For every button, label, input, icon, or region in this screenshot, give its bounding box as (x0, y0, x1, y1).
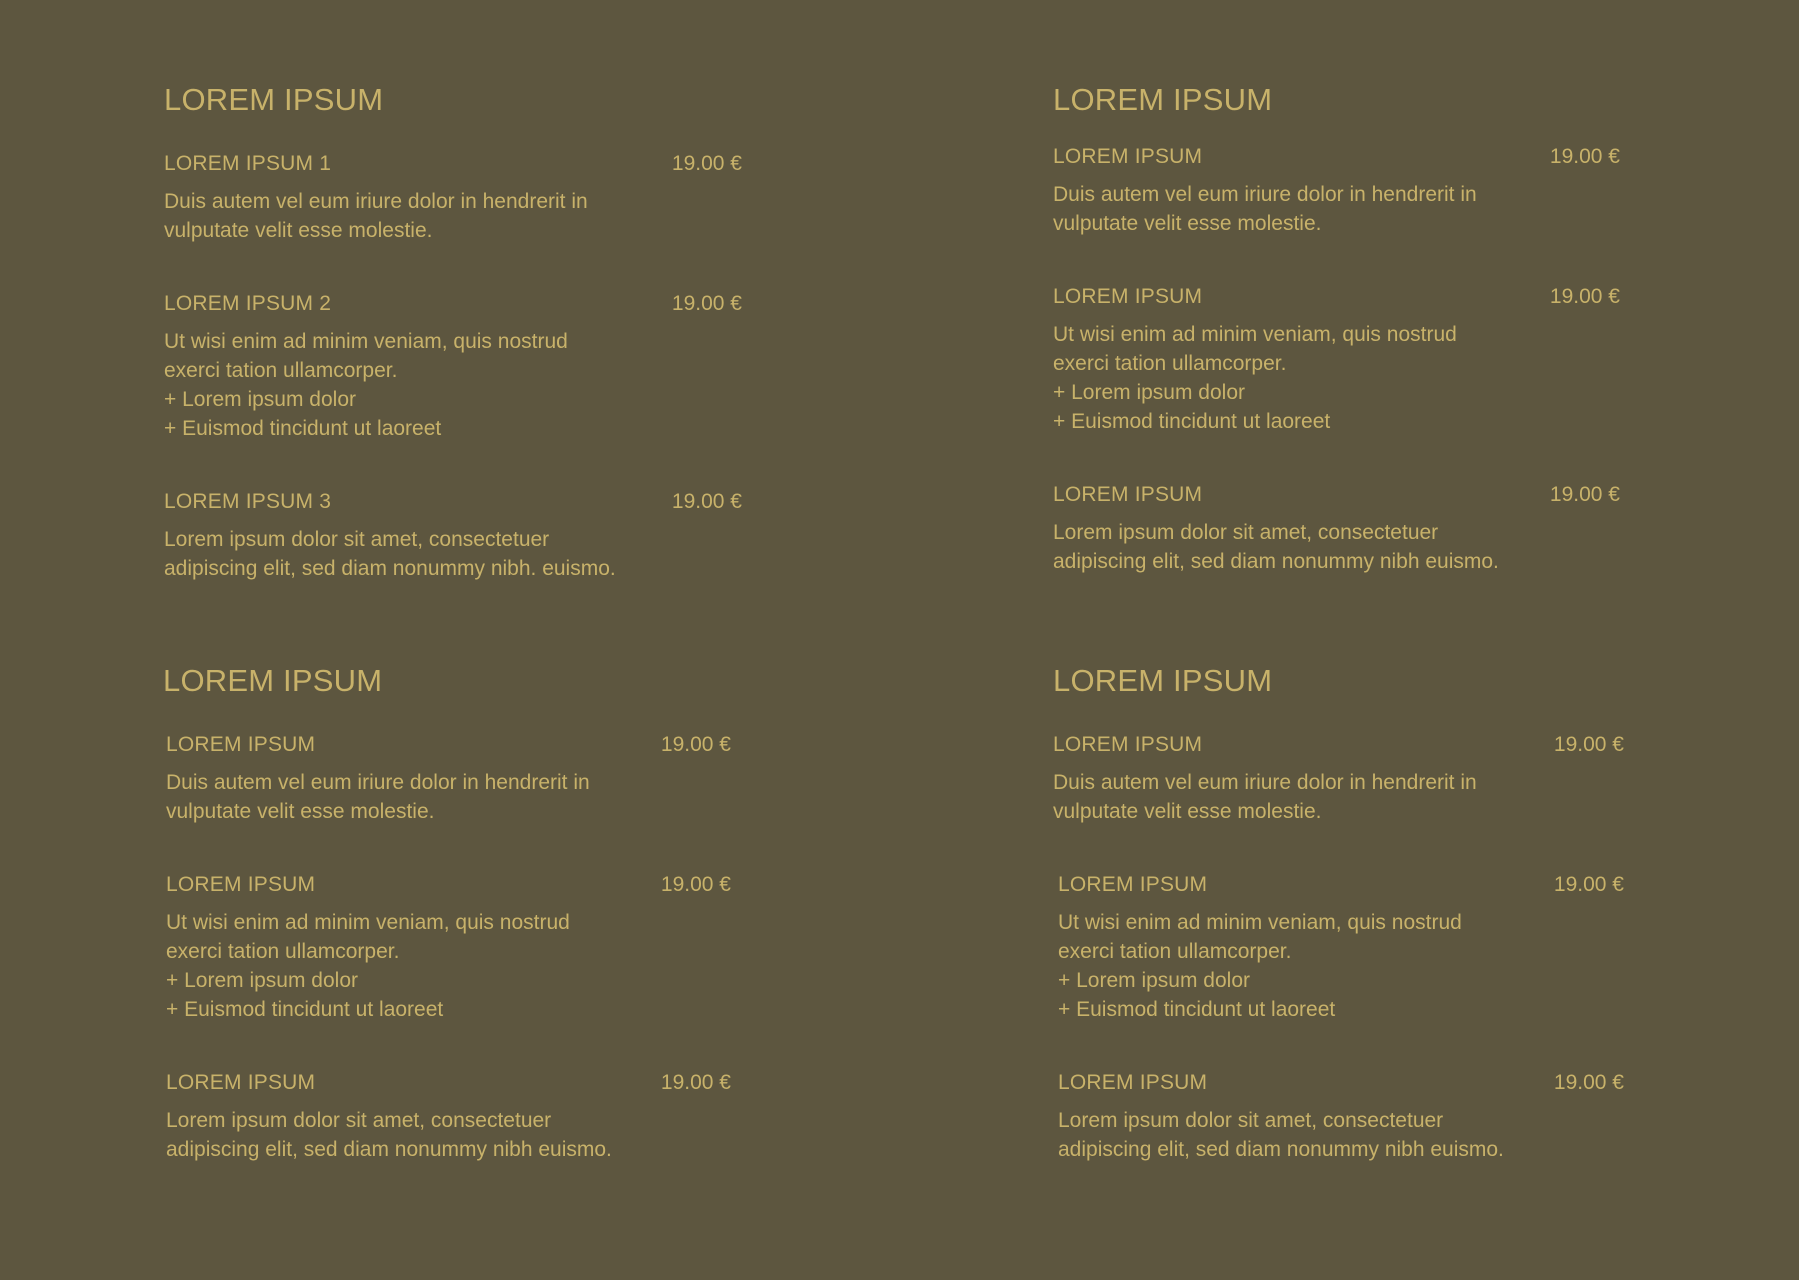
item-price: 19.00 € (671, 292, 742, 315)
description-line: exerci tation ullamcorper. (1053, 352, 1287, 375)
item-price: 19.00 € (1549, 285, 1620, 308)
menu-item (164, 490, 742, 583)
description-line: Ut wisi enim ad minim veniam, quis nostrud (1053, 323, 1457, 346)
menu-item (1053, 285, 1620, 436)
description-line: adipiscing elit, sed diam nonummy nibh euismo. (1058, 1138, 1504, 1161)
description-line: Ut wisi enim ad minim veniam, quis nostrud (164, 330, 568, 353)
description-line: Duis autem vel eum iriure dolor in hendrerit in (1053, 771, 1477, 794)
menu-item (166, 873, 731, 1024)
item-description (164, 187, 684, 245)
menu-section (1053, 82, 1620, 623)
description-line: adipiscing elit, sed diam nonummy nibh euismo. (166, 1138, 612, 1161)
description-line: exerci tation ullamcorper. (164, 359, 398, 382)
description-line: vulputate velit esse molestie. (1053, 800, 1322, 823)
section-title: LOREM IPSUM (163, 663, 383, 698)
description-line: + Euismod tincidunt ut laoreet (164, 417, 442, 440)
description-line: + Lorem ipsum dolor (164, 388, 357, 411)
menu-item (166, 1071, 731, 1164)
menu-item (1053, 1071, 1624, 1164)
item-description (1053, 768, 1573, 826)
menu-item (1053, 145, 1620, 238)
item-price: 19.00 € (1553, 873, 1624, 896)
item-name: LOREM IPSUM 3 (164, 490, 332, 513)
item-name: LOREM IPSUM (1058, 873, 1208, 896)
item-name: LOREM IPSUM (166, 1071, 316, 1094)
menu-item (1053, 873, 1624, 1024)
description-line: Lorem ipsum dolor sit amet, consectetuer (164, 528, 550, 551)
item-name: LOREM IPSUM 1 (164, 152, 332, 175)
item-description (1053, 518, 1573, 576)
menu-item (1053, 483, 1620, 576)
description-line: vulputate velit esse molestie. (166, 800, 435, 823)
description-line: vulputate velit esse molestie. (1053, 212, 1322, 235)
description-line: Duis autem vel eum iriure dolor in hendrerit in (166, 771, 590, 794)
description-line: + Lorem ipsum dolor (1053, 381, 1246, 404)
item-price: 19.00 € (660, 733, 731, 756)
item-price: 19.00 € (1553, 1071, 1624, 1094)
item-description (1058, 1106, 1578, 1164)
description-line: Lorem ipsum dolor sit amet, consectetuer (166, 1109, 552, 1132)
item-price: 19.00 € (671, 490, 742, 513)
section-title: LOREM IPSUM (164, 82, 384, 117)
description-line: Duis autem vel eum iriure dolor in hendrerit in (164, 190, 588, 213)
description-line: + Lorem ipsum dolor (166, 969, 359, 992)
item-description (164, 327, 684, 443)
description-line: Lorem ipsum dolor sit amet, consectetuer (1053, 521, 1439, 544)
description-line: Duis autem vel eum iriure dolor in hendrerit in (1053, 183, 1477, 206)
item-price: 19.00 € (1553, 733, 1624, 756)
item-name: LOREM IPSUM (1053, 285, 1203, 308)
item-description (166, 908, 686, 1024)
item-description (1053, 320, 1573, 436)
description-line: exerci tation ullamcorper. (166, 940, 400, 963)
description-line: exerci tation ullamcorper. (1058, 940, 1292, 963)
item-price: 19.00 € (660, 1071, 731, 1094)
item-description (166, 768, 686, 826)
description-line: + Euismod tincidunt ut laoreet (1053, 410, 1331, 433)
menu-item (166, 733, 731, 826)
menu-section (163, 663, 731, 1211)
description-line: + Lorem ipsum dolor (1058, 969, 1251, 992)
description-line: Lorem ipsum dolor sit amet, consectetuer (1058, 1109, 1444, 1132)
description-line: adipiscing elit, sed diam nonummy nibh euismo. (1053, 550, 1499, 573)
menu-item (164, 152, 742, 245)
item-price: 19.00 € (1549, 483, 1620, 506)
item-price: 19.00 € (660, 873, 731, 896)
section-title: LOREM IPSUM (1053, 82, 1273, 117)
description-line: Ut wisi enim ad minim veniam, quis nostrud (166, 911, 570, 934)
item-name: LOREM IPSUM (1053, 483, 1203, 506)
item-price: 19.00 € (1549, 145, 1620, 168)
menu-section (164, 82, 742, 630)
menu-item (1053, 733, 1624, 826)
description-line: + Euismod tincidunt ut laoreet (166, 998, 444, 1021)
item-description (166, 1106, 686, 1164)
item-price: 19.00 € (671, 152, 742, 175)
description-line: + Euismod tincidunt ut laoreet (1058, 998, 1336, 1021)
menu-item (164, 292, 742, 443)
item-description (164, 525, 684, 583)
description-line: Ut wisi enim ad minim veniam, quis nostrud (1058, 911, 1462, 934)
menu-section (1053, 663, 1624, 1211)
item-name: LOREM IPSUM (1053, 733, 1203, 756)
item-name: LOREM IPSUM 2 (164, 292, 332, 315)
item-name: LOREM IPSUM (1053, 145, 1203, 168)
item-description (1053, 180, 1573, 238)
item-name: LOREM IPSUM (1058, 1071, 1208, 1094)
section-title: LOREM IPSUM (1053, 663, 1273, 698)
description-line: adipiscing elit, sed diam nonummy nibh. euismo. (164, 557, 616, 580)
item-name: LOREM IPSUM (166, 733, 316, 756)
item-name: LOREM IPSUM (166, 873, 316, 896)
description-line: vulputate velit esse molestie. (164, 219, 433, 242)
item-description (1058, 908, 1578, 1024)
